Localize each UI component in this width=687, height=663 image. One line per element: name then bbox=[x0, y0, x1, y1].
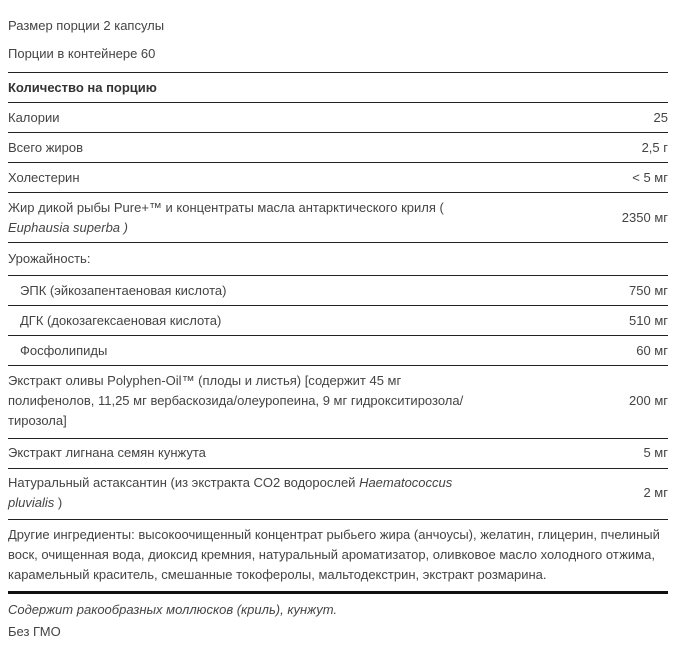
row-label-text: Натуральный астаксантин (из экстракта CO2 водорослей bbox=[8, 475, 360, 490]
table-row bbox=[8, 305, 668, 335]
table-row bbox=[8, 242, 668, 275]
supplement-facts bbox=[8, 16, 668, 643]
row-label-after: ) bbox=[54, 495, 63, 510]
row-value: 25 bbox=[653, 109, 668, 125]
other-ingredients bbox=[8, 519, 668, 591]
amount-header bbox=[8, 72, 668, 102]
row-label: Всего жиров bbox=[8, 139, 84, 155]
row-value: 2350 мг bbox=[621, 209, 668, 225]
table-row bbox=[8, 468, 668, 520]
table-row bbox=[8, 192, 668, 242]
row-value: 750 мг bbox=[629, 282, 668, 298]
row-label-text: Жир дикой рыбы Pure+™ и концентраты масла антарктического криля ( bbox=[8, 199, 444, 215]
servings-per-container: Порции в контейнере 60 bbox=[8, 46, 156, 61]
table-row bbox=[8, 102, 668, 132]
row-label bbox=[8, 473, 643, 513]
row-label-italic: Haematococcus pluvialis bbox=[8, 475, 453, 510]
row-label-italic: Euphausia superba ) bbox=[8, 219, 128, 235]
other-ingredients-text: Другие ингредиенты: высокоочищенный концентрат рыбьего жира (анчоусы), желатин, глицерин, пчелиный воск, очищенная вода, диоксид кремния, натуральный ароматизатор, оливковое масло холодного отжима, карамельный краситель, смешанные токоферолы, мальтодекстрин, экстракт розмарина. bbox=[8, 527, 660, 582]
row-label: Калории bbox=[8, 109, 60, 125]
row-label bbox=[8, 198, 622, 238]
row-value: < 5 мг bbox=[632, 169, 668, 185]
table-row bbox=[8, 275, 668, 305]
footer bbox=[8, 591, 668, 643]
row-value: 2,5 г bbox=[641, 139, 668, 155]
row-label: ЭПК (эйкозапентаеновая кислота) bbox=[20, 282, 227, 298]
serving-size: Размер порции 2 капсулы bbox=[8, 18, 165, 33]
gmo-note: Без ГМО bbox=[8, 624, 61, 639]
row-value: 60 мг bbox=[636, 342, 668, 358]
row-label: Урожайность: bbox=[8, 251, 91, 266]
row-label: Фосфолипиды bbox=[20, 342, 108, 358]
table-row bbox=[8, 438, 668, 468]
table-row bbox=[8, 335, 668, 365]
row-value: 510 мг bbox=[629, 312, 668, 328]
table-row bbox=[8, 365, 668, 438]
row-label: Холестерин bbox=[8, 169, 80, 185]
row-value: 2 мг bbox=[643, 485, 668, 500]
table-row bbox=[8, 132, 668, 162]
amount-header-label: Количество на порцию bbox=[8, 79, 157, 95]
allergen-note: Содержит ракообразных моллюсков (криль), кунжут. bbox=[8, 602, 338, 617]
row-label: Экстракт оливы Polyphen-Oil™ (плоды и листья) [содержит 45 мг полифенолов, 11,25 мг вербаскозида/олеуропеина, 9 мг гидрокситирозола/ тирозола] bbox=[8, 372, 464, 428]
row-label: Экстракт лигнана семян кунжута bbox=[8, 445, 206, 460]
row-label: ДГК (докозагексаеновая кислота) bbox=[20, 312, 222, 328]
row-value: 200 мг bbox=[629, 392, 668, 408]
table-row bbox=[8, 162, 668, 192]
row-value: 5 мг bbox=[643, 445, 668, 460]
